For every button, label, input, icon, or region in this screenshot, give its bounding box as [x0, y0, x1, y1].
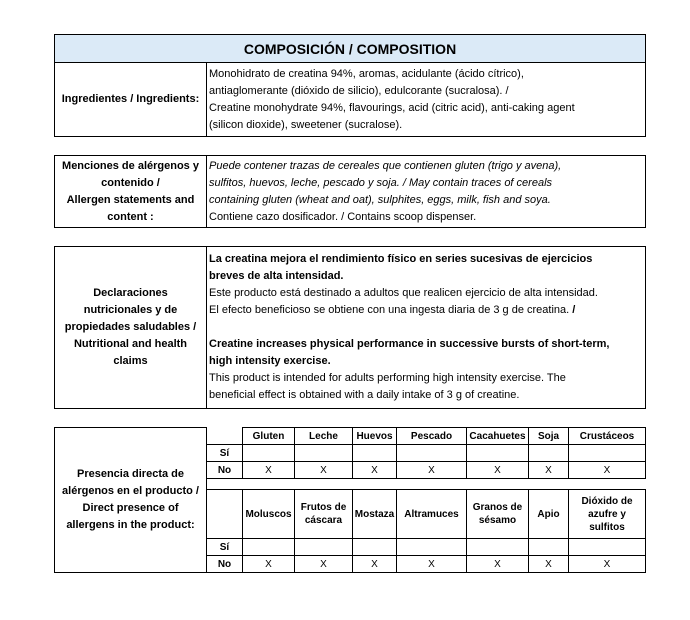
scoop-line: Contiene cazo dosificador. / Contains scoop dispenser.: [209, 210, 477, 223]
cell-yes: [295, 539, 353, 556]
corner-cell: [207, 490, 243, 539]
cell-yes: [397, 539, 467, 556]
allergen-label-line: Menciones de alérgenos y: [62, 159, 199, 172]
cell-no-mark: X: [467, 556, 529, 573]
claims-table: [54, 246, 646, 409]
allergen-header-granos-de-sesamo: Granos de sésamo: [467, 490, 529, 539]
cell-no-mark: X: [467, 462, 529, 479]
claims-text: [207, 247, 646, 409]
claim-en-line: This product is intended for adults performing high intensity exercise. The: [209, 372, 566, 384]
presence-label: [55, 428, 207, 573]
allergen-header-dioxido-de-azufre: Dióxido de azufre y sulfitos: [569, 490, 646, 539]
row-label-yes: Sí: [207, 445, 243, 462]
cell-yes: [569, 445, 646, 462]
claims-label-line: propiedades saludables /: [64, 321, 197, 333]
row-label-no: No: [207, 462, 243, 479]
ingredients-line: antiaglomerante (dióxido de silicio), edulcorante (sucralosa). /: [209, 84, 509, 97]
allergen-header-huevos: Huevos: [353, 428, 397, 445]
corner-cell: [207, 428, 243, 445]
claim-es-bold-line: breves de alta intensidad.: [209, 270, 344, 282]
cell-no-mark: X: [569, 462, 646, 479]
cell-no-mark: X: [397, 462, 467, 479]
ingredients-text: [207, 63, 646, 137]
allergen-trace-line: Puede contener trazas de cereales que contienen gluten (trigo y avena),: [209, 159, 562, 172]
presence-label-line: Direct presence of: [82, 502, 179, 514]
allergen-label-line: Allergen statements and: [66, 193, 195, 206]
allergen-header-pescado: Pescado: [397, 428, 467, 445]
cell-yes: [353, 445, 397, 462]
allergen-header-gluten: Gluten: [243, 428, 295, 445]
cell-no-mark: X: [569, 556, 646, 573]
allergen-header-moluscos: Moluscos: [243, 490, 295, 539]
cell-no-mark: X: [353, 556, 397, 573]
cell-yes: [397, 445, 467, 462]
allergen-label-line: contenido /: [101, 176, 160, 189]
cell-yes: [467, 445, 529, 462]
ingredients-line: Creatine monohydrate 94%, flavourings, acid (citric acid), anti-caking agent: [209, 101, 575, 114]
claims-label: [55, 247, 207, 409]
row-label-no: No: [207, 556, 243, 573]
allergen-header-cacahuetes: Cacahuetes: [467, 428, 529, 445]
ingredients-label: Ingredientes / Ingredients:: [55, 63, 207, 137]
allergen-statements-label: [55, 156, 207, 228]
cell-no-mark: X: [243, 462, 295, 479]
cell-yes: [353, 539, 397, 556]
claim-en-line: beneficial effect is obtained with a daily intake of 3 g of creatine.: [209, 389, 520, 401]
claim-es-bold-line: La creatina mejora el rendimiento físico en series sucesivas de ejercicios: [209, 253, 593, 265]
cell-no-mark: X: [353, 462, 397, 479]
composition-table: [54, 34, 646, 137]
claim-en-bold-line: Creatine increases physical performance in successive bursts of short-term,: [209, 338, 610, 350]
allergen-header-apio: Apio: [529, 490, 569, 539]
allergen-presence-table: [54, 427, 646, 573]
cell-yes: [569, 539, 646, 556]
claim-es-line: Este producto está destinado a adultos que realicen ejercicio de alta intensidad.: [209, 287, 598, 299]
allergen-header-crustaceos: Crustáceos: [569, 428, 646, 445]
claim-es-line: [209, 302, 643, 319]
presence-label-line: allergens in the product:: [66, 519, 195, 531]
cell-no-mark: X: [397, 556, 467, 573]
claims-label-line: nutricionales y de: [83, 304, 178, 316]
presence-label-line: Presencia directa de: [76, 468, 184, 480]
cell-no-mark: X: [529, 556, 569, 573]
presence-label-line: alérgenos en el producto /: [62, 485, 199, 497]
allergen-header-mostaza: Mostaza: [353, 490, 397, 539]
cell-yes: [243, 539, 295, 556]
allergen-header-leche: Leche: [295, 428, 353, 445]
claim-en-bold-line: high intensity exercise.: [209, 355, 331, 367]
claims-label-line: Nutritional and health: [73, 338, 188, 350]
claims-label-line: Declaraciones: [93, 287, 168, 299]
composition-sheet: [54, 34, 645, 573]
allergen-statements-table: [54, 155, 646, 228]
cell-yes: [243, 445, 295, 462]
cell-yes: [467, 539, 529, 556]
ingredients-line: Monohidrato de creatina 94%, aromas, acidulante (ácido cítrico),: [209, 67, 524, 80]
claim-es-slash: /: [569, 304, 576, 316]
spacer-row: [207, 479, 646, 490]
claim-es-text: El efecto beneficioso se obtiene con una ingesta diaria de 3 g de creatina.: [209, 304, 570, 316]
allergen-header-frutos-de-cascara: Frutos de cáscara: [295, 490, 353, 539]
cell-no-mark: X: [243, 556, 295, 573]
allergen-trace-line: sulfitos, huevos, leche, pescado y soja. / May contain traces of cereals: [209, 176, 553, 189]
claims-label-line: claims: [113, 355, 148, 367]
cell-no-mark: X: [529, 462, 569, 479]
allergen-header-soja: Soja: [529, 428, 569, 445]
cell-yes: [295, 445, 353, 462]
row-label-yes: Sí: [207, 539, 243, 556]
composition-title: COMPOSICIÓN / COMPOSITION: [55, 35, 646, 63]
ingredients-line: (silicon dioxide), sweetener (sucralose).: [209, 118, 403, 131]
cell-yes: [529, 445, 569, 462]
cell-yes: [529, 539, 569, 556]
allergen-header-altramuces: Altramuces: [397, 490, 467, 539]
cell-no-mark: X: [295, 462, 353, 479]
allergen-trace-line: containing gluten (wheat and oat), sulphites, eggs, milk, fish and soya.: [209, 193, 551, 206]
allergen-label-line: content :: [107, 210, 154, 223]
cell-no-mark: X: [295, 556, 353, 573]
allergen-statements-text: [207, 156, 646, 228]
